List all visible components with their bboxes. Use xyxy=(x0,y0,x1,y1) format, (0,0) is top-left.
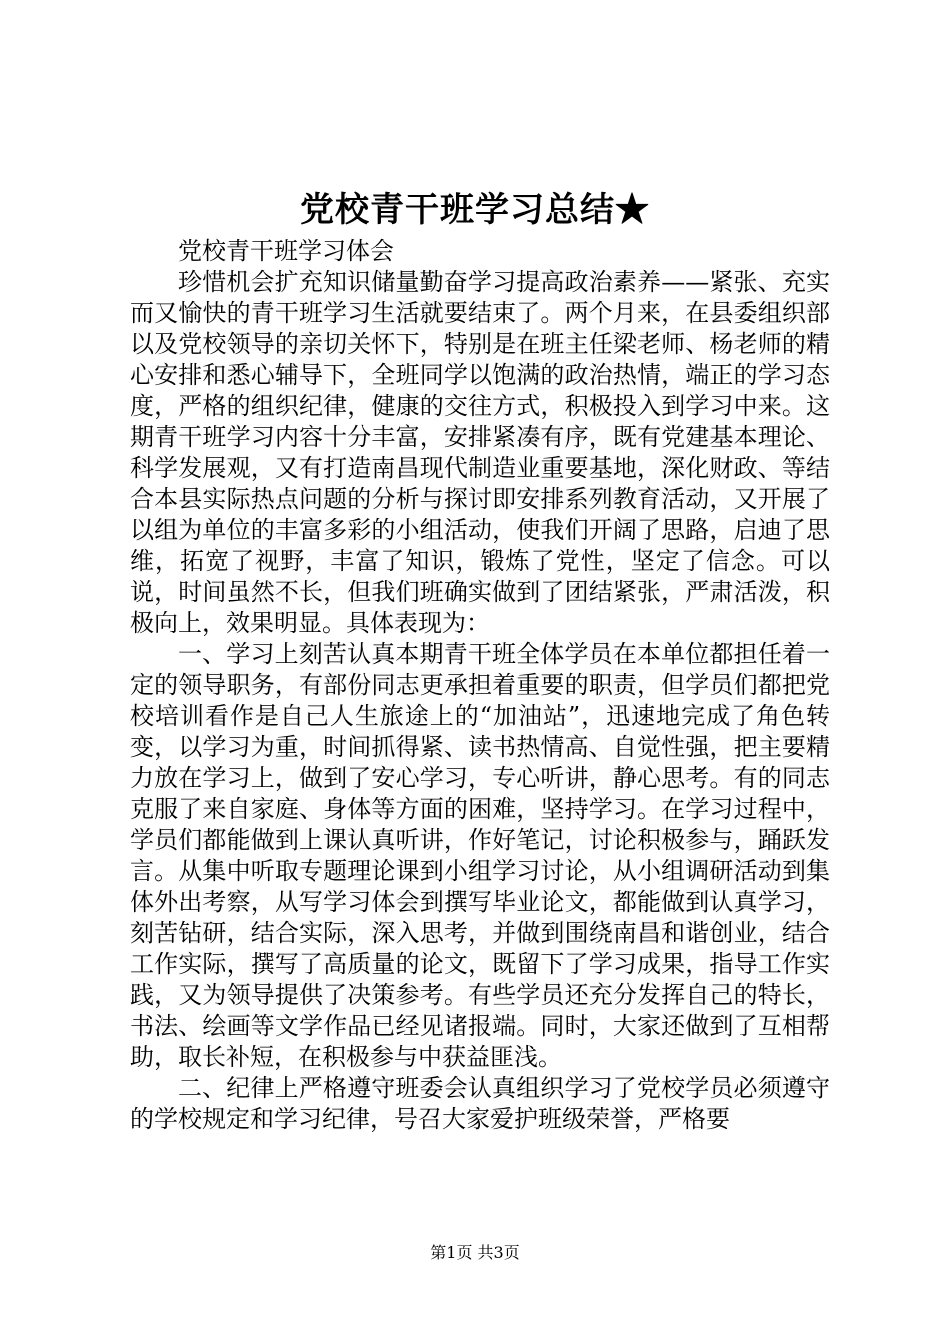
paragraph-section-one: 一、学习上刻苦认真本期青干班全体学员在本单位都担任着一定的领导职务，有部份同志更承担着重要的职责，但学员们都把党校培训看作是自己人生旅途上的“加油站”，迅速地完成了角色转变，以学习为重，时间抓得紧、读书热情高、自觉性强，把主要精力放在学习上，做到了安心学习，专心听讲，静心思考。有的同志克服了来自家庭、身体等方面的困难，坚持学习。在学习过程中，学员们都能做到上课认真听讲，作好笔记，讨论积极参与，踊跃发言。从集中听取专题理论课到小组学习讨论，从小组调研活动到集体外出考察，从写学习体会到撰写毕业论文，都能做到认真学习，刻苦钻研，结合实际，深入思考，并做到围绕南昌和谐创业，结合工作实际，撰写了高质量的论文，既留下了学习成果，指导工作实践，又为领导提供了决策参考。有些学员还充分发挥自己的特长，书法、绘画等文学作品已经见诸报端。同时，大家还做到了互相帮助，取长补短，在积极参与中获益匪浅。 xyxy=(130,640,830,1071)
paragraph-intro: 珍惜机会扩充知识储量勤奋学习提高政治素养——紧张、充实而又愉快的青干班学习生活就要结束了。两个月来，在县委组织部以及党校领导的亲切关怀下，特别是在班主任梁老师、杨老师的精心安排和悉心辅导下，全班同学以饱满的政治热情，端正的学习态度，严格的组织纪律，健康的交往方式，积极投入到学习中来。这期青干班学习内容十分丰富，安排紧凑有序，既有党建基本理论、科学发展观，又有打造南昌现代制造业重要基地，深化财政、等结合本县实际热点问题的分析与探讨即安排系列教育活动，又开展了以组为单位的丰富多彩的小组活动，使我们开阔了思路，启迪了思维，拓宽了视野，丰富了知识，锻炼了党性，坚定了信念。可以说，时间虽然不长，但我们班确实做到了团结紧张，严肃活泼，积极向上，效果明显。具体表现为： xyxy=(130,268,830,637)
page-footer: 第1页 共3页 xyxy=(430,1243,520,1262)
paragraph-section-two: 二、纪律上严格遵守班委会认真组织学习了党校学员必须遵守的学校规定和学习纪律，号召大家爱护班级荣誉，严格要 xyxy=(130,1074,830,1133)
document-body xyxy=(130,236,830,1135)
document-title: 党校青干班学习总结★ xyxy=(300,190,650,230)
paragraph-subtitle: 党校青干班学习体会 xyxy=(178,237,394,265)
